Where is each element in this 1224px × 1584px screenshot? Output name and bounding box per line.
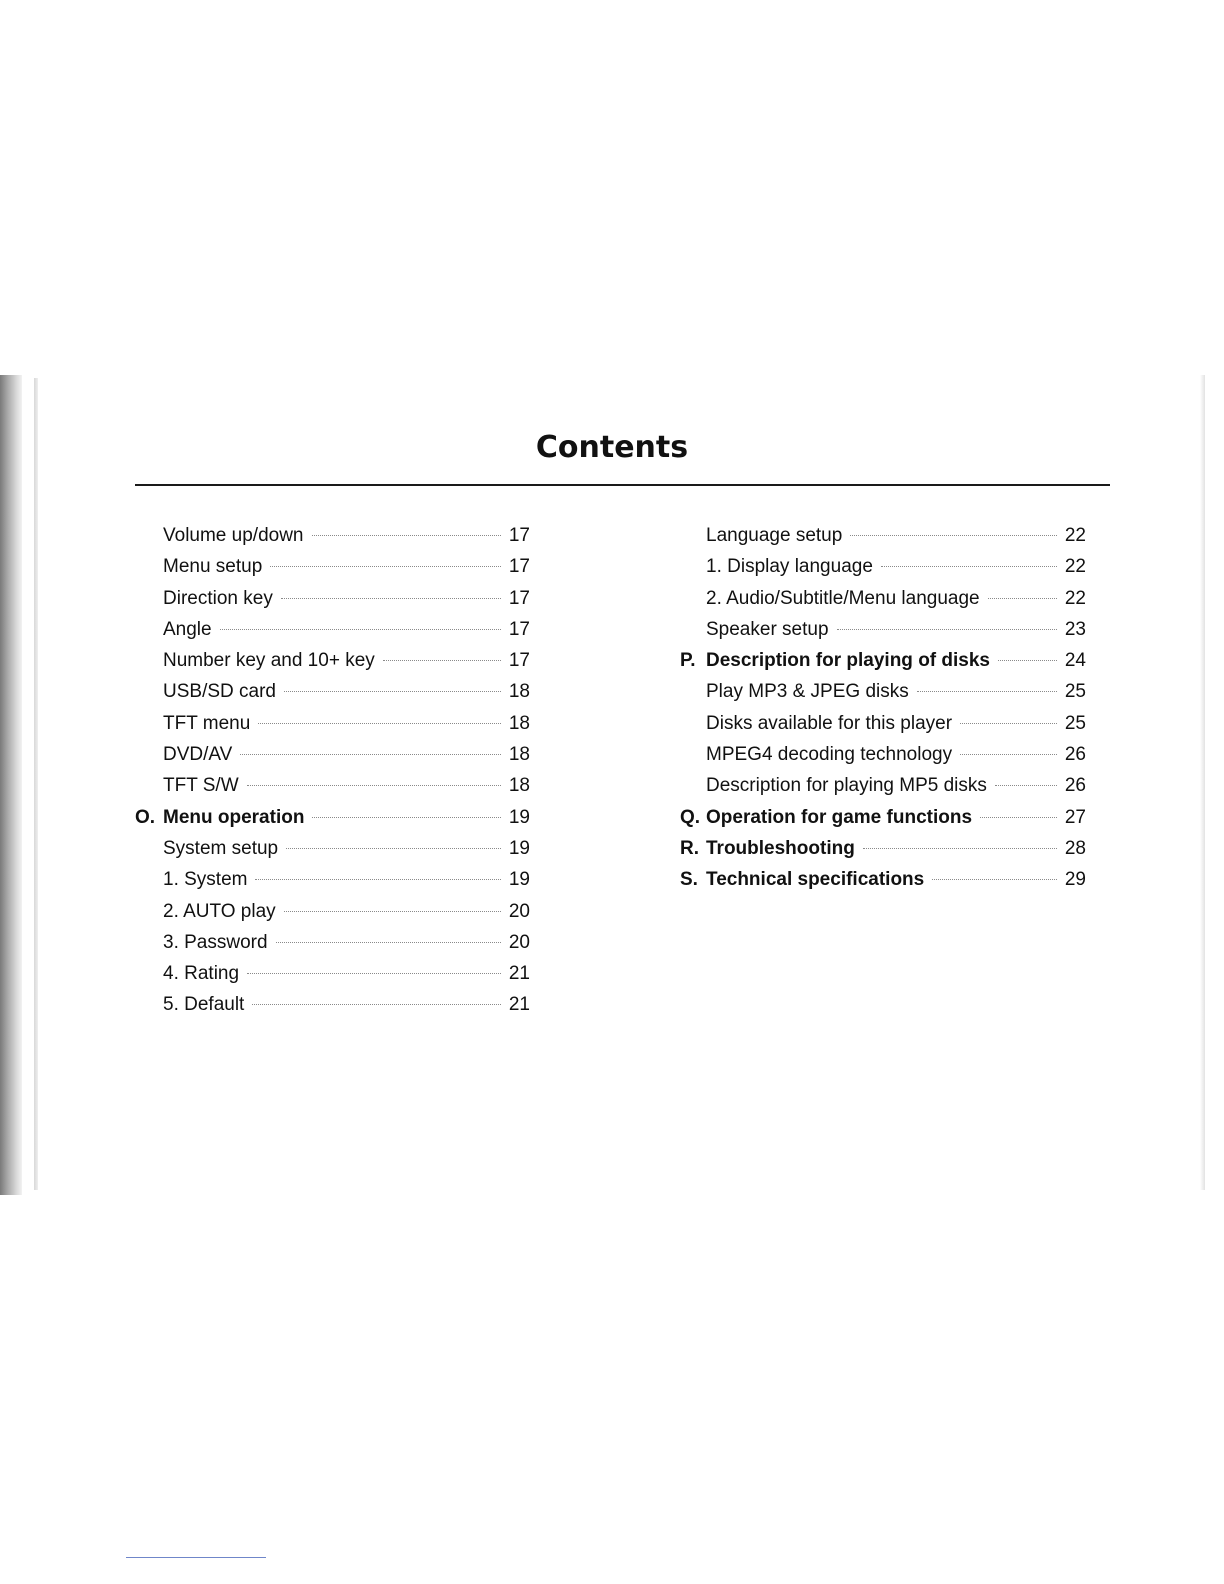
toc-entry-page-number: 22: [1064, 556, 1086, 578]
toc-entry-label: Number key and 10+ key: [163, 650, 375, 672]
toc-entry-label: 2. AUTO play: [163, 900, 276, 922]
toc-right-column: [680, 525, 1086, 901]
toc-left-column: [135, 525, 530, 1026]
toc-section-entry[interactable]: [680, 807, 1086, 838]
toc-entry-page-number: 17: [508, 556, 530, 578]
toc-entry-page-number: 27: [1064, 806, 1086, 828]
toc-entry[interactable]: [135, 744, 530, 775]
dot-leader: [383, 660, 501, 661]
toc-entry-page-number: 21: [508, 963, 530, 985]
scan-edge-line: [34, 378, 38, 1190]
toc-entry-page-number: 20: [508, 900, 530, 922]
dot-leader: [312, 817, 500, 818]
toc-entry[interactable]: [135, 963, 530, 994]
toc-entry[interactable]: [135, 838, 530, 869]
title-divider: [135, 484, 1110, 486]
scan-edge-left: [0, 375, 22, 1195]
dot-leader: [995, 785, 1057, 786]
toc-entry[interactable]: [135, 994, 530, 1025]
toc-entry-page-number: 24: [1064, 650, 1086, 672]
toc-entry-label: 4. Rating: [163, 963, 240, 985]
toc-entry-page-number: 23: [1064, 618, 1086, 640]
toc-entry-page-number: 17: [508, 618, 530, 640]
toc-entry-page-number: 22: [1064, 587, 1086, 609]
toc-entry[interactable]: [135, 525, 530, 556]
toc-entry-page-number: 21: [508, 994, 530, 1016]
toc-entry-letter: O.: [135, 806, 156, 828]
toc-entry-label: DVD/AV: [163, 744, 233, 766]
dot-leader: [255, 879, 500, 880]
dot-leader: [960, 723, 1057, 724]
toc-entry-letter: S.: [680, 869, 698, 891]
toc-entry-page-number: 17: [508, 587, 530, 609]
toc-entry[interactable]: [135, 619, 530, 650]
toc-entry[interactable]: [680, 588, 1086, 619]
toc-entry-label: USB/SD card: [163, 681, 276, 703]
toc-entry-label: Angle: [163, 618, 212, 640]
toc-entry-page-number: 17: [508, 650, 530, 672]
toc-entry-label: Menu operation: [163, 806, 305, 828]
toc-entry[interactable]: [135, 932, 530, 963]
toc-entry-letter: P.: [680, 650, 696, 672]
dot-leader: [281, 598, 501, 599]
toc-entry-label: 5. Default: [163, 994, 245, 1016]
toc-entry-label: Description for playing of disks: [706, 650, 990, 672]
toc-entry-page-number: 25: [1064, 681, 1086, 703]
toc-entry-label: Direction key: [163, 587, 273, 609]
toc-entry-label: Play MP3 & JPEG disks: [706, 681, 909, 703]
dot-leader: [850, 535, 1057, 536]
dot-leader: [988, 598, 1057, 599]
toc-entry-label: Technical specifications: [706, 869, 925, 891]
toc-entry[interactable]: [680, 744, 1086, 775]
toc-entry[interactable]: [680, 619, 1086, 650]
toc-entry-page-number: 17: [508, 525, 530, 546]
toc-entry[interactable]: [135, 588, 530, 619]
dot-leader: [220, 629, 501, 630]
toc-entry-letter: Q.: [680, 806, 701, 828]
toc-entry-page-number: 18: [508, 775, 530, 797]
toc-entry-label: Menu setup: [163, 556, 263, 578]
toc-entry[interactable]: [680, 681, 1086, 712]
dot-leader: [917, 691, 1057, 692]
toc-entry-page-number: 25: [1064, 712, 1086, 734]
toc-entry[interactable]: [135, 869, 530, 900]
toc-entry[interactable]: [135, 650, 530, 681]
page-title: Contents: [535, 430, 689, 465]
dot-leader: [240, 754, 501, 755]
toc-entry-label: Description for playing MP5 disks: [706, 775, 987, 797]
toc-entry-label: 2. Audio/Subtitle/Menu language: [706, 587, 980, 609]
dot-leader: [247, 785, 501, 786]
toc-entry-letter: R.: [680, 837, 699, 859]
dot-leader: [998, 660, 1057, 661]
toc-entry-label: 3. Password: [163, 931, 268, 953]
toc-entry[interactable]: [135, 901, 530, 932]
toc-entry-label: 1. System: [163, 869, 248, 891]
toc-entry-label: Speaker setup: [706, 618, 829, 640]
toc-entry-page-number: 20: [508, 931, 530, 953]
toc-entry-page-number: 26: [1064, 775, 1086, 797]
toc-entry-label: System setup: [163, 837, 279, 859]
dot-leader: [312, 535, 501, 536]
dot-leader: [286, 848, 501, 849]
toc-entry-page-number: 28: [1064, 837, 1086, 859]
toc-entry[interactable]: [135, 713, 530, 744]
dot-leader: [247, 973, 501, 974]
toc-entry[interactable]: [135, 681, 530, 712]
toc-entry-label: 1. Display language: [706, 556, 873, 578]
dot-leader: [258, 723, 501, 724]
toc-entry[interactable]: [135, 775, 530, 806]
toc-entry-label: TFT S/W: [163, 775, 239, 797]
scan-bottom-mark: [126, 1557, 266, 1558]
toc-entry-page-number: 26: [1064, 744, 1086, 766]
dot-leader: [837, 629, 1057, 630]
dot-leader: [932, 879, 1057, 880]
toc-section-entry[interactable]: [135, 807, 530, 838]
toc-entry-page-number: 18: [508, 712, 530, 734]
toc-entry-label: Troubleshooting: [706, 837, 855, 859]
toc-entry[interactable]: [680, 713, 1086, 744]
scan-edge-right: [1200, 375, 1205, 1190]
toc-entry-page-number: 18: [508, 681, 530, 703]
dot-leader: [284, 911, 501, 912]
dot-leader: [270, 566, 501, 567]
toc-entry-label: Volume up/down: [163, 525, 304, 546]
toc-section-entry[interactable]: [680, 838, 1086, 869]
toc-entry-page-number: 29: [1064, 869, 1086, 891]
toc-entry-label: Disks available for this player: [706, 712, 953, 734]
toc-entry-label: TFT menu: [163, 712, 251, 734]
toc-entry-page-number: 19: [508, 837, 530, 859]
toc-entry[interactable]: [680, 556, 1086, 587]
toc-entry-page-number: 19: [508, 806, 530, 828]
dot-leader: [284, 691, 501, 692]
toc-section-entry[interactable]: [680, 869, 1086, 900]
toc-entry[interactable]: [680, 775, 1086, 806]
dot-leader: [960, 754, 1057, 755]
toc-entry-page-number: 22: [1064, 525, 1086, 546]
dot-leader: [863, 848, 1057, 849]
dot-leader: [252, 1004, 501, 1005]
toc-entry[interactable]: [135, 556, 530, 587]
toc-section-entry[interactable]: [680, 650, 1086, 681]
dot-leader: [276, 942, 501, 943]
toc-entry-page-number: 19: [508, 869, 530, 891]
dot-leader: [881, 566, 1057, 567]
toc-entry-label: Operation for game functions: [706, 806, 973, 828]
toc-entry-page-number: 18: [508, 744, 530, 766]
toc-entry-label: Language setup: [706, 525, 843, 546]
toc-entry-label: MPEG4 decoding technology: [706, 744, 953, 766]
dot-leader: [980, 817, 1057, 818]
toc-entry[interactable]: [680, 525, 1086, 556]
